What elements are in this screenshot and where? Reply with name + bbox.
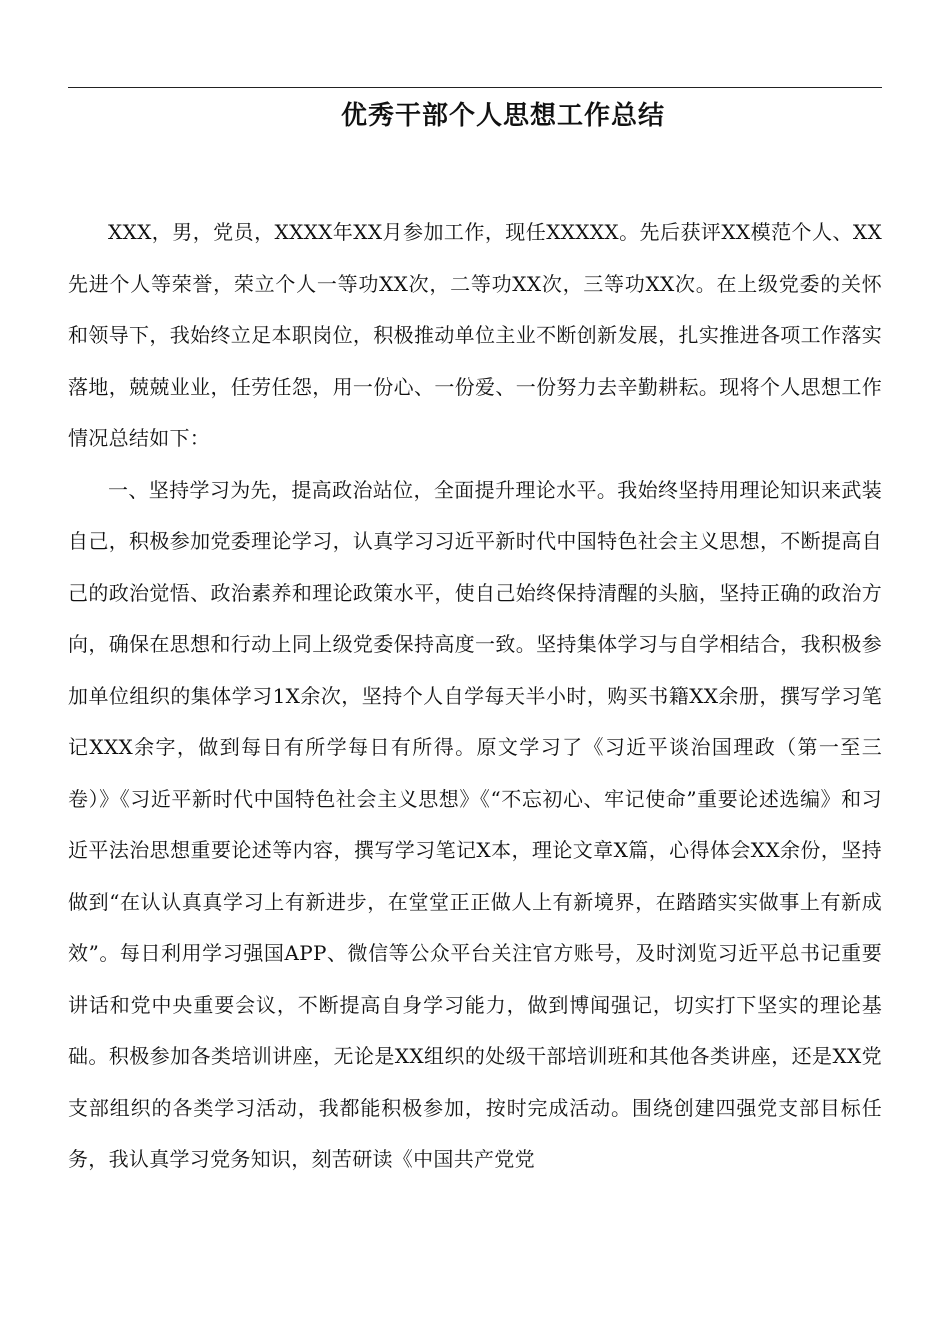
document-body (68, 207, 882, 1186)
header-rule (68, 87, 882, 88)
paragraph-intro: XXX，男，党员，XXXX年XX月参加工作，现任XXXXX。先后获评XX模范个人、XX先进个人等荣誉，荣立个人一等功XX次，二等功XX次，三等功XX次。在上级党委的关怀和领导下，我始终立足本职岗位，积极推动单位主业不断创新发展，扎实推进各项工作落实落地，兢兢业业，任劳任怨，用一份心、一份爱、一份努力去辛勤耕耘。现将个人思想工作情况总结如下： (68, 220, 882, 450)
paragraph-section-1: 一、坚持学习为先，提高政治站位，全面提升理论水平。我始终坚持用理论知识来武装自己，积极参加党委理论学习，认真学习习近平新时代中国特色社会主义思想，不断提高自己的政治觉悟、政治素养和理论政策水平，使自己始终保持清醒的头脑，坚持正确的政治方向，确保在思想和行动上同上级党委保持高度一致。坚持集体学习与自学相结合，我积极参加单位组织的集体学习1X余次，坚持个人自学每天半小时，购买书籍XX余册，撰写学习笔记XXX余字，做到每日有所学每日有所得。原文学习了《习近平谈治国理政（第一至三卷）》《习近平新时代中国特色社会主义思想》《“不忘初心、牢记使命”重要论述选编》和习近平法治思想重要论述等内容，撰写学习笔记X本，理论文章X篇，心得体会XX余份，坚持做到“在认认真真学习上有新进步，在堂堂正正做人上有新境界，在踏踏实实做事上有新成效”。每日利用学习强国APP、微信等公众平台关注官方账号，及时浏览习近平总书记重要讲话和党中央重要会议，不断提高自身学习能力，做到博闻强记，切实打下坚实的理论基础。积极参加各类培训讲座，无论是XX组织的处级干部培训班和其他各类讲座，还是XX党支部组织的各类学习活动，我都能积极参加，按时完成活动。围绕创建四强党支部目标任务，我认真学习党务知识，刻苦研读《中国共产党党 (68, 477, 882, 1171)
document-title: 优秀干部个人思想工作总结 (340, 101, 665, 131)
